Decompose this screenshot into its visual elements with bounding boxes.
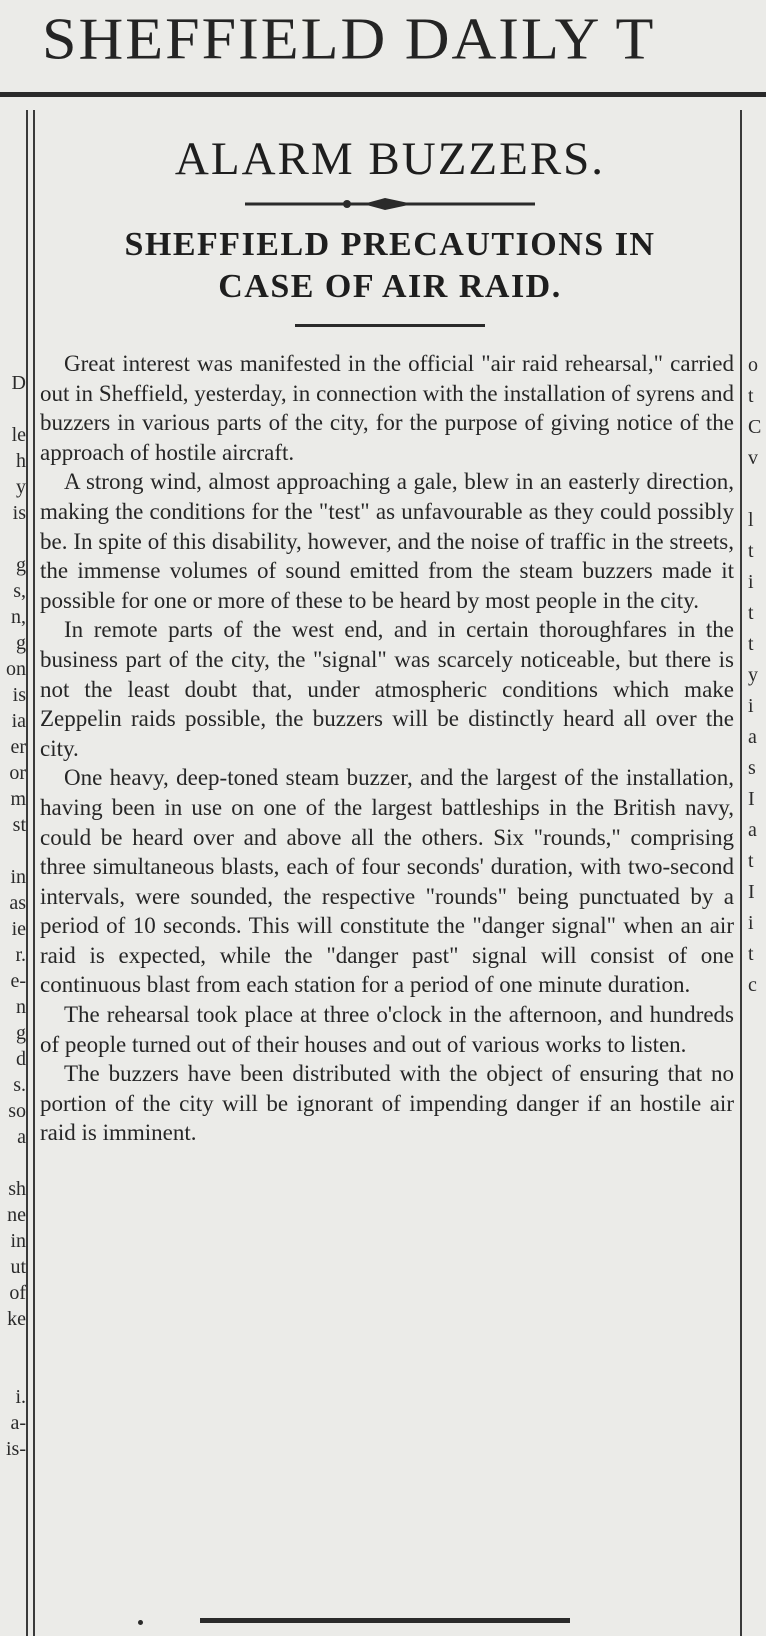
left-column-fragment: or: [9, 762, 26, 784]
left-column-fragment: s,: [13, 580, 26, 602]
subhead-line-2: CASE OF AIR RAID.: [218, 268, 562, 305]
masthead-rule: [0, 92, 766, 97]
left-column-fragment: n: [16, 996, 26, 1018]
left-column-fragment: n,: [11, 606, 26, 628]
left-column-fragment: ne: [7, 1204, 26, 1226]
left-column-fragment: [0, 1358, 26, 1384]
left-column-fragment: [0, 1332, 26, 1358]
right-column-fragment: t: [748, 385, 754, 407]
left-column-fragment: d: [16, 1048, 26, 1070]
right-column-fragment: t: [748, 602, 754, 624]
right-column-fragment: l: [748, 509, 754, 531]
right-column-fragment: c: [748, 974, 757, 996]
article-paragraph-6: The buzzers have been distributed with the object of ensuring that no portion of the city will be ignorant of impending danger if an hostile air raid is imminent.: [40, 1061, 734, 1146]
left-column-fragment: a: [17, 1126, 26, 1148]
left-column-fragment: ia: [11, 710, 26, 732]
left-column-fragment: er: [10, 736, 26, 758]
left-column-fragment: g: [16, 554, 26, 576]
left-column-fragment: as: [9, 892, 26, 914]
left-column-fragment: g: [16, 1022, 26, 1044]
right-column-fragment: t: [748, 540, 754, 562]
right-column-fragment: t: [748, 850, 754, 872]
right-column-fragment: t: [748, 943, 754, 965]
left-column-fragment: g: [16, 632, 26, 654]
left-column-fragment: so: [8, 1100, 26, 1122]
masthead-title: SHEFFIELD DAILY T: [42, 6, 656, 72]
left-column-fragment: in: [10, 1230, 26, 1252]
article-paragraph-2: A strong wind, almost approaching a gale, blew in an easterly direction, making the conditions for the "test" as unfavourable as they could possibly be. In spite of this disability, however, and the noise of traffic in the streets, the immense volumes of sound emitted from the steam buzzers made it possible for one or more of these to be heard by most people in the city.: [40, 469, 734, 613]
right-column-fragment: i: [748, 695, 754, 717]
left-column-fragment: ke: [7, 1308, 26, 1330]
adjacent-column-left: [0, 370, 26, 1462]
right-column-fragment: o: [748, 354, 758, 376]
left-column-fragment: h: [16, 450, 26, 472]
right-column-fragment: a: [748, 726, 757, 748]
right-column-fragment: a: [748, 819, 757, 841]
column-rule-left: [26, 110, 28, 1636]
left-column-fragment: sh: [8, 1178, 26, 1200]
right-column-fragment: y: [748, 664, 758, 686]
right-column-fragment: C: [748, 416, 762, 438]
article: [40, 120, 740, 1148]
left-column-fragment: in: [10, 866, 26, 888]
left-column-fragment: is: [12, 684, 26, 706]
left-column-fragment: r.: [15, 944, 26, 966]
left-column-fragment: [0, 526, 26, 552]
right-column-fragment: s: [748, 757, 756, 779]
adjacent-column-right: [748, 350, 766, 1001]
article-body: [40, 349, 740, 1148]
article-subhead: [40, 224, 740, 308]
left-column-fragment: on: [6, 658, 26, 680]
right-column-fragment: i: [748, 912, 754, 934]
subhead-line-1: SHEFFIELD PRECAUTIONS IN: [124, 226, 656, 263]
right-column-fragment: [748, 474, 766, 505]
bottom-rule: [200, 1618, 570, 1623]
left-column-fragment: D: [11, 372, 26, 394]
left-column-fragment: y: [16, 476, 26, 498]
left-column-fragment: [0, 396, 26, 422]
ornament-divider-icon: [245, 196, 535, 212]
subhead-rule: [295, 324, 485, 327]
right-column-fragment: t: [748, 633, 754, 655]
left-column-fragment: ie: [11, 918, 26, 940]
article-paragraph-3: In remote parts of the west end, and in certain thoroughfares in the business part of the city, the "signal" was scarcely noticeable, but there is not the least doubt that, under atmospheric conditions which make Zeppelin raids possible, the buzzers will be distinctly heard all over the city.: [40, 617, 734, 761]
left-column-fragment: is: [12, 502, 26, 524]
right-column-fragment: I: [748, 881, 755, 903]
article-paragraph-5: The rehearsal took place at three o'clock in the afternoon, and hundreds of people turned out of their houses and out of various works to listen.: [40, 1002, 734, 1057]
left-column-fragment: is-: [6, 1438, 26, 1460]
left-column-fragment: st: [12, 814, 26, 836]
right-column-fragment: i: [748, 571, 754, 593]
left-column-fragment: i.: [15, 1386, 26, 1408]
column-rule-left-inner: [33, 110, 35, 1636]
right-column-fragment: v: [748, 447, 758, 469]
column-rule-right: [740, 110, 742, 1636]
left-column-fragment: [0, 1150, 26, 1176]
left-column-fragment: le: [11, 424, 26, 446]
bottom-ornament-dot: [138, 1620, 143, 1625]
left-column-fragment: of: [9, 1282, 26, 1304]
article-paragraph-4: One heavy, deep-toned steam buzzer, and the largest of the installation, having been in use on one of the largest battleships in the British navy, could be heard over and above all the others. Six "rounds," comprising three simultaneous blasts, each of four seconds' duration, with two-second intervals, were sounded, the respective "rounds" being punctuated by a period of 10 seconds. This will constitute the "danger signal" when an air raid is expected, while the "danger past" signal will consist of one continuous blast from each station for a period of one minute duration.: [40, 765, 734, 998]
left-column-fragment: s.: [13, 1074, 26, 1096]
left-column-fragment: [0, 838, 26, 864]
right-column-fragment: I: [748, 788, 755, 810]
left-column-fragment: e-: [10, 970, 26, 992]
left-column-fragment: a-: [10, 1412, 26, 1434]
left-column-fragment: m: [10, 788, 26, 810]
article-paragraph-1: Great interest was manifested in the official "air raid rehearsal," carried out in Sheffield, yesterday, in connection with the installation of syrens and buzzers in various parts of the city, for the purpose of giving notice of the approach of hostile aircraft.: [40, 351, 734, 465]
article-headline: ALARM BUZZERS.: [174, 133, 606, 185]
left-column-fragment: ut: [10, 1256, 26, 1278]
